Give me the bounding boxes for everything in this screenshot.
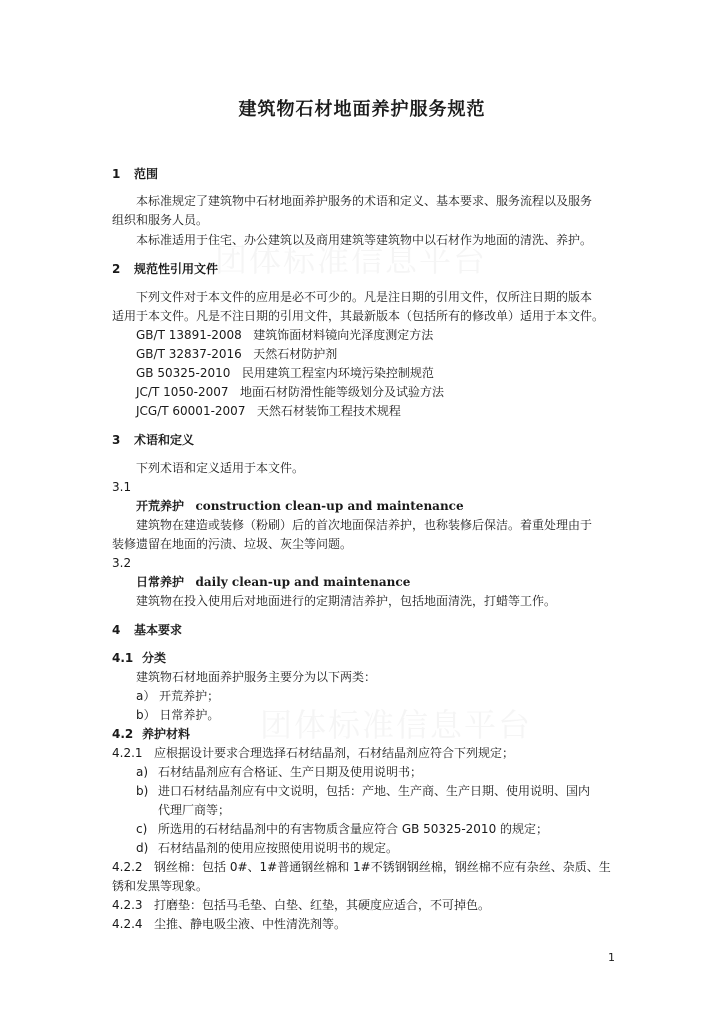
list-item: d) 石材结晶剂的使用应按照使用说明书的规定。 xyxy=(136,841,399,855)
reference-item: JC/T 1050-2007 地面石材防滑性能等级划分及试验方法 xyxy=(136,385,444,399)
list-item: c) 所选用的石材结晶剂中的有害物质含量应符合 GB 50325-2010 的规定； xyxy=(136,822,549,836)
paragraph: 下列术语和定义适用于本文件。 xyxy=(136,461,305,475)
paragraph: 建筑物石材地面养护服务主要分为以下两类： xyxy=(136,670,377,684)
reference-item: GB/T 32837-2016 天然石材防护剂 xyxy=(136,347,338,361)
term-number: 3.2 xyxy=(112,556,132,570)
page-title: 建筑物石材地面养护服务规范 xyxy=(238,99,486,120)
subsection-heading: 4.2 养护材料 xyxy=(112,727,191,741)
term-heading: 开荒养护 construction clean-up and maintenance xyxy=(136,499,464,513)
paragraph: 装修遗留在地面的污渍、垃圾、灰尘等问题。 xyxy=(112,537,353,551)
list-item-continued: 代理厂商等； xyxy=(158,803,231,817)
watermark: 团体标准信息平台 xyxy=(260,706,533,744)
paragraph: 组织和服务人员。 xyxy=(112,213,209,227)
term-number: 3.1 xyxy=(112,480,132,494)
reference-item: JCG/T 60001-2007 天然石材装饰工程技术规程 xyxy=(136,404,401,418)
term-heading: 日常养护 daily clean-up and maintenance xyxy=(136,575,411,589)
paragraph: 本标准规定了建筑物中石材地面养护服务的术语和定义、基本要求、服务流程以及服务 xyxy=(136,194,593,208)
clause: 4.2.4 尘推、静电吸尘液、中性清洗剂等。 xyxy=(112,917,347,931)
list-item: a) 石材结晶剂应有合格证、生产日期及使用说明书； xyxy=(136,765,423,779)
reference-item: GB 50325-2010 民用建筑工程室内环境污染控制规范 xyxy=(136,366,434,380)
clause: 4.2.3 打磨垫：包括马毛垫、白垫、红垫，其硬度应适合，不可掉色。 xyxy=(112,898,491,912)
paragraph: 建筑物在投入使用后对地面进行的定期清洁养护，包括地面清洗，打蜡等工作。 xyxy=(136,594,557,608)
list-item: b） 日常养护。 xyxy=(136,708,220,722)
section-3-heading: 3 术语和定义 xyxy=(112,433,195,447)
watermark: 团体标准信息平台 xyxy=(215,241,488,279)
section-2-heading: 2 规范性引用文件 xyxy=(112,262,219,276)
paragraph: 建筑物在建造或装修（粉刷）后的首次地面保洁养护，也称装修后保洁。着重处理由于 xyxy=(136,518,593,532)
clause: 4.2.2 钢丝棉：包括 0#、1#普通钢丝棉和 1#不锈钢钢丝棉，钢丝棉不应有杂丝、杂质、生 xyxy=(112,860,611,874)
list-item: a） 开荒养护； xyxy=(136,689,220,703)
paragraph: 适用于本文件。凡是不注日期的引用文件，其最新版本（包括所有的修改单）适用于本文件。 xyxy=(112,309,605,323)
reference-item: GB/T 13891-2008 建筑饰面材料镜向光泽度测定方法 xyxy=(136,328,434,342)
paragraph: 锈和发黑等现象。 xyxy=(112,879,209,893)
section-1-heading: 1 范围 xyxy=(112,167,159,181)
subsection-heading: 4.1 分类 xyxy=(112,651,167,665)
clause: 4.2.1 应根据设计要求合理选择石材结晶剂，石材结晶剂应符合下列规定； xyxy=(112,746,515,760)
paragraph: 本标准适用于住宅、办公建筑以及商用建筑等建筑物中以石材作为地面的清洗、养护。 xyxy=(136,233,593,247)
section-4-heading: 4 基本要求 xyxy=(112,623,183,637)
list-item: b) 进口石材结晶剂应有中文说明，包括：产地、生产商、生产日期、使用说明、国内 xyxy=(136,784,591,798)
page-number: 1 xyxy=(608,951,615,964)
paragraph: 下列文件对于本文件的应用是必不可少的。凡是注日期的引用文件，仅所注日期的版本 xyxy=(136,290,593,304)
